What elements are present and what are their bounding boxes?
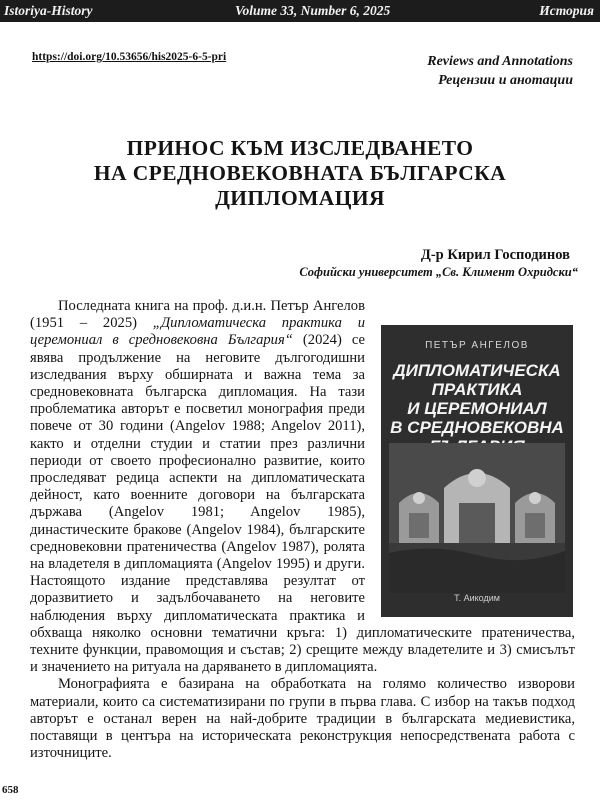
running-header	[0, 0, 600, 22]
cover-publisher: Т. Аикодим	[454, 592, 500, 603]
journal-name-bg: История	[539, 3, 594, 18]
doi-link[interactable]: https://doi.org/10.53656/his2025-6-5-pri	[32, 51, 227, 63]
author-name: Д-р Кирил Господинов	[420, 247, 570, 263]
book-title-italic: „Дипломатическа практика и церемониал в средновековна България“	[30, 315, 365, 349]
cover-title-line-3: И ЦЕРЕМОНИАЛ	[407, 399, 547, 418]
book-cover-image	[381, 325, 573, 617]
journal-name: Istoriya-History	[4, 3, 93, 18]
article-body	[30, 298, 575, 762]
page-number: 658	[2, 784, 19, 796]
section-label-en: Reviews and Annotations	[427, 54, 573, 69]
cover-title-line-2: ПРАКТИКА	[431, 380, 523, 399]
cover-title-line-1: ДИПЛОМАТИЧЕСКА	[393, 361, 561, 380]
cover-title	[381, 361, 573, 456]
volume-info: Volume 33, Number 6, 2025	[235, 3, 391, 18]
cover-author: ПЕТЪР АНГЕЛОВ	[425, 340, 529, 351]
author-affiliation: Софийски университет „Св. Климент Охридски“	[299, 265, 578, 279]
title-line-1: ПРИНОС КЪМ ИЗСЛЕДВАНЕТО	[126, 136, 474, 160]
paragraph-2: Монографията е базирана на обработката на голямо количество изворови материали, които са систематизирани по групи в първа глава. С избор на такъв подход авторът е останал верен на най-добрите традиции в българската медиевистика, поставящи в центъра на историческата реконструкция непосредствената работа с източниците.	[30, 676, 575, 762]
title-line-2: НА СРЕДНОВЕКОВНАТА БЪЛГАРСКА	[93, 161, 507, 185]
article-title	[0, 136, 600, 211]
paragraph-1-part-1: Последната книга на проф. д.и.н. Петър Ангелов (1951 – 2025)	[30, 298, 365, 332]
cover-illustration	[389, 443, 565, 593]
section-label-bg: Рецензии и анотации	[438, 73, 573, 88]
section-label	[427, 52, 573, 90]
paragraph-1-part-2: (2024) се явява продължение на неговите дългогодишни изследвания върху обширната и важна тема за средновековната българска дипломация. На тази проблематика авторът е посветил монография преди повече от 30 години (Angelov 1988; Angelov 2011), както и отделни студии и статии през различни периоди от своето професионално развитие, които проследяват редица аспекти на дипломатическата дейност, като военните договори на българската държава (Angelov 1981; Angelov 1985), династическите бракове (Angelov 1984), българските средновековни пратеничества (Angelov 1987), ролята на владетеля в дипломацията (Angelov 1995) и други. Настоящото издание представлява резултат от доразвитието и задълбочаването на неговите наблюдения върху дипломатическата практика и обхваща няколко основни тематични кръга: 1) дипломатическите пратеничества, техните функции, правомощия и състав; 2) срещите между владетелите и 3) смисълът и значението на ритуала на даряването в дипломацията.	[30, 332, 575, 676]
title-line-3: ДИПЛОМАЦИЯ	[215, 186, 385, 210]
cover-title-line-4: В СРЕДНОВЕКОВНА	[390, 418, 564, 437]
